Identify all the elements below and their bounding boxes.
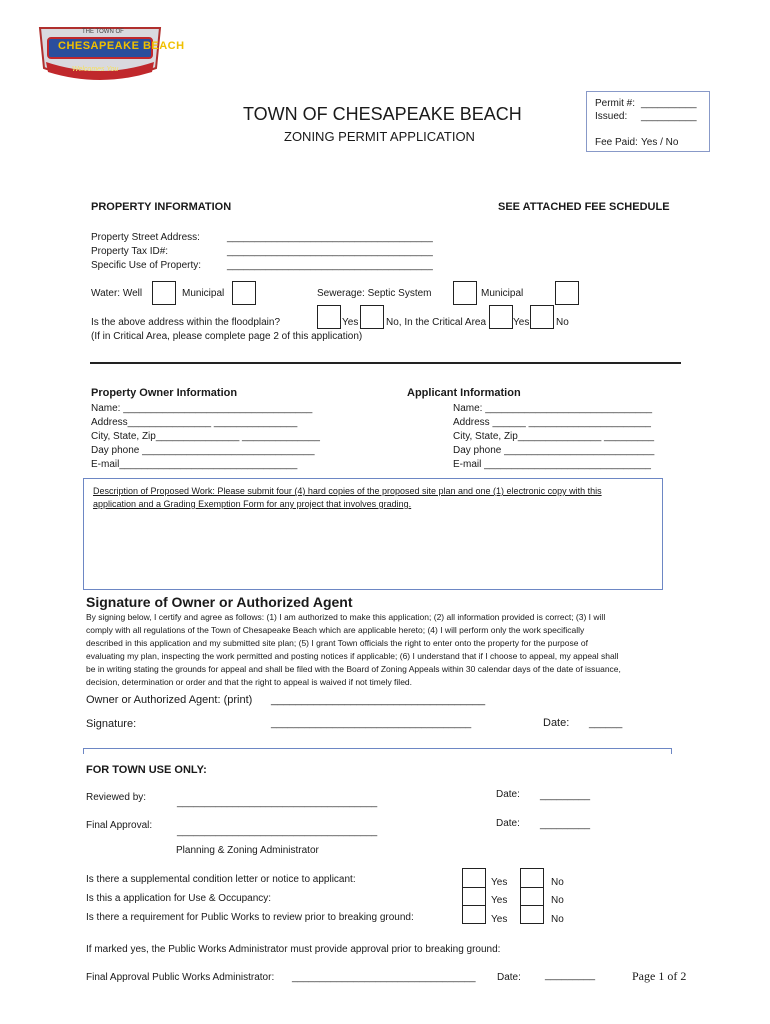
permit-label: Permit #: [595,98,636,109]
property-heading: PROPERTY INFORMATION [91,201,232,213]
pw-date-field[interactable]: _________ [545,970,596,981]
description-line-1: Description of Proposed Work: Please submit four (4) hard copies of the proposed site plan and one (1) electronic copy with this [93,486,602,496]
certify-line-1: By signing below, I certify and agree as follows: (1) I am authorized to make this application; (2) all information provided is correct; (3) I will [86,612,606,622]
logo-tagline: Welcomes You [72,66,119,73]
page-title: TOWN OF CHESAPEAKE BEACH [243,104,522,124]
q1-yes-checkbox[interactable] [462,868,486,888]
q1-no-checkbox[interactable] [520,868,544,888]
page-subtitle: ZONING PERMIT APPLICATION [284,129,475,144]
water-well-label: Water: Well [91,288,143,299]
signature-date-label: Date: [543,717,570,729]
owner-phone-field[interactable]: Day phone _______________________________ [91,445,315,456]
q2-no-checkbox[interactable] [520,887,544,905]
sewer-municipal-checkbox[interactable] [555,281,579,305]
fee-paid-label: Fee Paid: [595,137,638,148]
sewer-septic-checkbox[interactable] [453,281,477,305]
applicant-heading: Applicant Information [407,387,521,399]
issued-value[interactable]: __________ [641,111,697,122]
q1-yes-label: Yes [491,877,508,888]
use-label: Specific Use of Property: [91,260,202,271]
print-name-label: Owner or Authorized Agent: (print) [86,694,253,706]
certify-line-4: evaluating my plan, inspecting the work permitted and posting notices if applicable; (6) I understand that if I choose to appeal, my appeal shall [86,651,619,661]
applicant-city-field[interactable]: City, State, Zip_______________ _________ [453,431,655,442]
q2-yes-checkbox[interactable] [462,887,486,905]
description-box[interactable] [83,478,663,590]
pz-admin-label: Planning & Zoning Administrator [176,845,319,856]
pw-approval-label: Final Approval Public Works Administrator: [86,972,275,983]
reviewed-by-field[interactable]: ____________________________________ [177,797,378,808]
reviewed-date-field[interactable]: _________ [540,790,591,801]
applicant-name-field[interactable]: Name: ______________________________ [453,403,653,414]
question-supplemental: Is there a supplemental condition letter or notice to applicant: [86,874,356,885]
q3-no-label: No [551,914,564,925]
floodplain-no-checkbox[interactable] [360,305,384,329]
q2-yes-label: Yes [491,895,508,906]
owner-email-field[interactable]: E-mail________________________________ [91,459,298,470]
certify-line-5: be in writing stating the grounds for appeal and shall be filed with the Board of Zoning Appeals within 30 calendar days of the date of issuance, [86,664,621,674]
critical-yes-label: Yes [513,317,530,328]
owner-address-field[interactable]: Address_______________ _______________ [91,417,298,428]
water-municipal-label: Municipal [182,288,225,299]
fee-paid-options[interactable]: Yes / No [641,137,679,148]
fee-schedule-note: SEE ATTACHED FEE SCHEDULE [498,201,670,213]
certify-line-3: described in this application and my submitted site plan; (5) I grant Town officials the right to enter onto the property for the purpose of [86,638,588,648]
q3-no-checkbox[interactable] [520,905,544,924]
q3-yes-label: Yes [491,914,508,925]
critical-yes-checkbox[interactable] [489,305,513,329]
use-field[interactable]: _____________________________________ [227,260,433,271]
section-divider [90,362,681,364]
critical-area-note: (If in Critical Area, please complete page 2 of this application) [91,331,363,342]
owner-name-field[interactable]: Name: __________________________________ [91,403,313,414]
water-well-checkbox[interactable] [152,281,176,305]
public-works-note: If marked yes, the Public Works Administrator must provide approval prior to breaking ground: [86,944,501,955]
final-approval-label: Final Approval: [86,820,153,831]
sewer-municipal-label: Municipal [481,288,524,299]
permit-box [586,91,710,152]
applicant-phone-field[interactable]: Day phone ___________________________ [453,445,655,456]
owner-city-field[interactable]: City, State, Zip_______________ ______________ [91,431,320,442]
pw-date-label: Date: [497,972,521,983]
applicant-address-field[interactable]: Address ______ ______________________ [453,417,651,428]
owner-heading: Property Owner Information [91,387,238,399]
floodplain-yes-label: Yes [342,317,359,328]
town-use-divider [83,748,672,754]
logo-top-text: THE TOWN OF [82,29,124,35]
final-date-label: Date: [496,818,520,829]
print-name-field[interactable]: ___________________________________ [271,694,486,706]
town-use-heading: FOR TOWN USE ONLY: [86,764,207,776]
signature-field[interactable]: ____________________________________ [271,718,472,729]
reviewed-date-label: Date: [496,789,520,800]
signature-date-field[interactable]: ______ [589,718,623,729]
description-line-2: application and a Grading Exemption Form for any project that involves grading. [93,499,412,509]
final-approval-field[interactable]: ____________________________________ [177,826,378,837]
water-municipal-checkbox[interactable] [232,281,256,305]
tax-id-field[interactable]: _____________________________________ [227,246,433,257]
critical-no-label: No [556,317,569,328]
final-date-field[interactable]: _________ [540,819,591,830]
sewer-septic-label: Sewerage: Septic System [317,288,432,299]
permit-value[interactable]: __________ [641,98,697,109]
certify-line-2: comply with all regulations of the Town of Chesapeake Beach which are applicable hereto; (4) I will perform only the work specifically [86,625,585,635]
town-logo [34,22,185,84]
issued-label: Issued: [595,111,628,122]
q2-no-label: No [551,895,564,906]
street-address-label: Property Street Address: [91,232,200,243]
applicant-email-field[interactable]: E-mail ______________________________ [453,459,651,470]
q1-no-label: No [551,877,564,888]
tax-id-label: Property Tax ID#: [91,246,169,257]
certify-line-6: decision, determination or order and that the right to appeal is waived if not timely filed. [86,677,413,687]
street-address-field[interactable]: _____________________________________ [227,232,433,243]
floodplain-question: Is the above address within the floodplain? [91,317,281,328]
floodplain-yes-checkbox[interactable] [317,305,341,329]
critical-no-checkbox[interactable] [530,305,554,329]
question-use-occupancy: Is this a application for Use & Occupancy: [86,893,272,904]
pw-approval-field[interactable]: _________________________________ [292,972,476,983]
critical-area-label: No, In the Critical Area [386,317,487,328]
signature-label: Signature: [86,718,137,730]
question-public-works: Is there a requirement for Public Works to review prior to breaking ground: [86,912,414,923]
reviewed-by-label: Reviewed by: [86,792,147,803]
signature-heading: Signature of Owner or Authorized Agent [86,594,353,610]
logo-name: CHESAPEAKE BEACH [58,40,185,52]
page-number: Page 1 of 2 [632,969,687,983]
q3-yes-checkbox[interactable] [462,905,486,924]
